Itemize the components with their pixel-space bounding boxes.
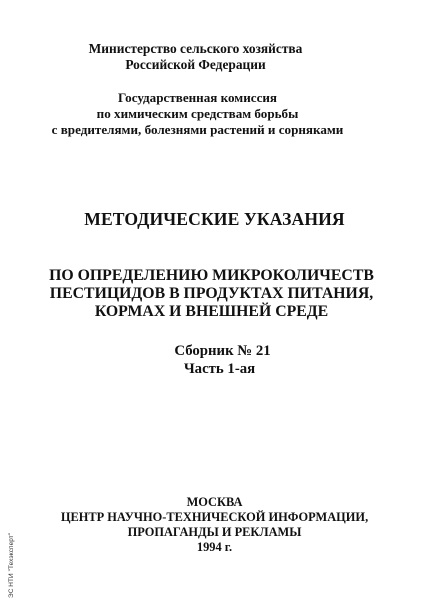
commission-line-1: Государственная комиссия: [117, 90, 278, 105]
publisher-line-2: ПРОПАГАНДЫ И РЕКЛАМЫ: [127, 525, 302, 539]
ministry-line-2: Российской Федерации: [125, 57, 266, 72]
ministry-heading: [0, 41, 407, 73]
subtitle-line-3: КОРМАХ И ВНЕШНЕЙ СРЕДЕ: [94, 303, 329, 320]
margin-stamp: ЭС НТИ "Техэксперт": [8, 532, 15, 598]
ministry-line-1: Министерство сельского хозяйства: [88, 41, 303, 56]
publisher-block: [3, 495, 423, 555]
commission-line-3: с вредителями, болезнями растений и сорняками: [51, 122, 344, 137]
commission-line-2: по химическим средствам борьбы: [96, 106, 299, 121]
document-subtitle: [0, 267, 423, 321]
publisher-year: 1994 г.: [196, 540, 233, 554]
collection-info: [11, 342, 423, 378]
collection-number: Сборник № 21: [174, 343, 271, 359]
subtitle-line-1: ПО ОПРЕДЕЛЕНИЮ МИКРОКОЛИЧЕСТВ: [49, 267, 374, 284]
document-title: МЕТОДИЧЕСКИЕ УКАЗАНИЯ: [84, 209, 345, 229]
publisher-line-1: ЦЕНТР НАУЧНО-ТЕХНИЧЕСКОЙ ИНФОРМАЦИИ,: [60, 510, 369, 524]
collection-part: Часть 1-ая: [183, 361, 256, 377]
subtitle-line-2: ПЕСТИЦИДОВ В ПРОДУКТАХ ПИТАНИЯ,: [49, 285, 374, 302]
commission-heading: [0, 90, 409, 138]
publisher-city: МОСКВА: [186, 495, 243, 509]
